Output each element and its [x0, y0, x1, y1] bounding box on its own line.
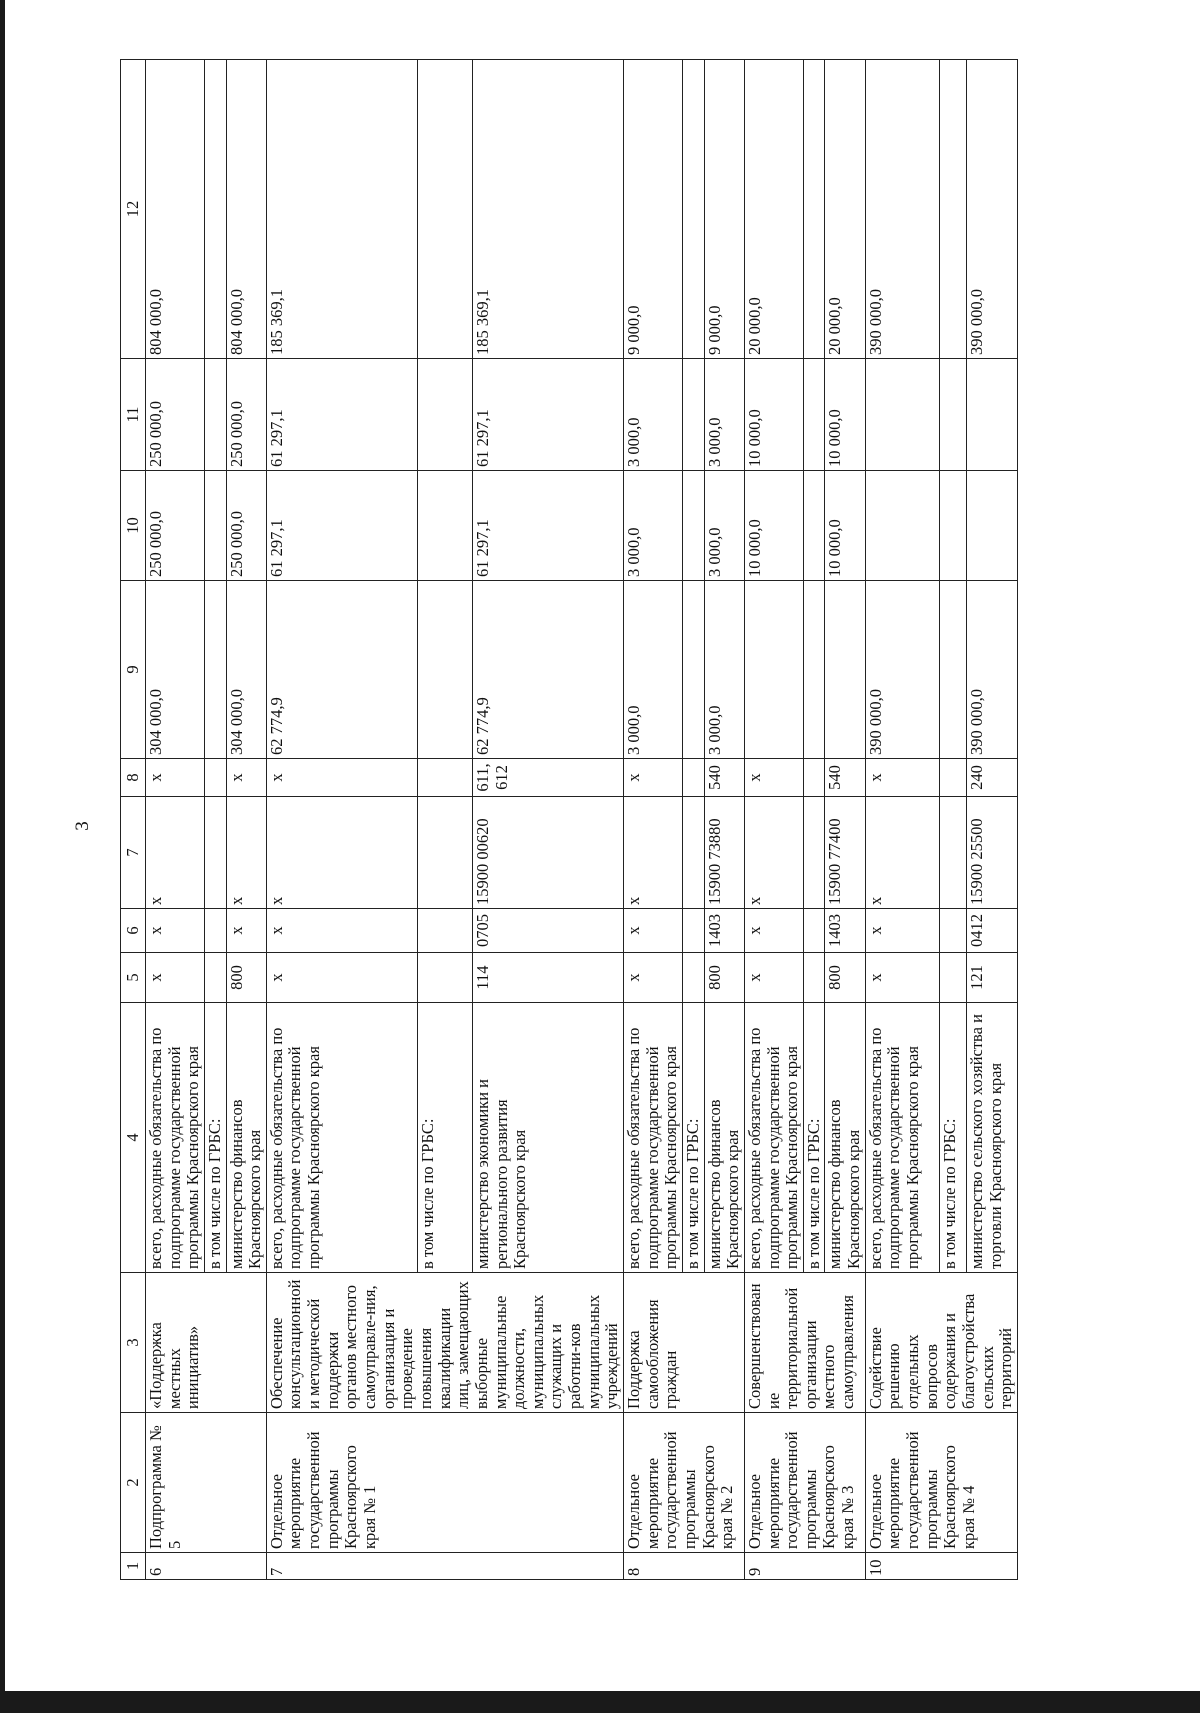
- value-cell-c12: 185 369,1: [266, 60, 417, 359]
- column-number: 11: [121, 359, 146, 471]
- value-cell-c5: [417, 953, 472, 1003]
- value-cell-c7: x: [865, 797, 939, 909]
- value-cell-c5: 800: [825, 953, 865, 1003]
- value-cell-c9: [682, 581, 704, 759]
- value-cell-c5: x: [146, 953, 205, 1003]
- value-cell-c11: 250 000,0: [226, 359, 266, 471]
- grbs-cell: всего, расходные обязательства по подпрограмме государственной программы Красноярского края: [624, 1003, 683, 1273]
- value-cell-c5: [204, 953, 226, 1003]
- value-cell-c10: 10 000,0: [825, 471, 865, 581]
- table-row: [146, 60, 205, 1580]
- column-number: 1: [121, 1553, 146, 1580]
- value-cell-c11: [939, 359, 966, 471]
- value-cell-c12: 804 000,0: [146, 60, 205, 359]
- value-cell-c5: x: [865, 953, 939, 1003]
- value-cell-c8: 540: [825, 759, 865, 797]
- budget-table: [120, 59, 1018, 1580]
- program-name: Поддержка самообложения граждан: [624, 1273, 745, 1413]
- column-number: 10: [121, 471, 146, 581]
- value-cell-c8: 240: [967, 759, 1018, 797]
- row-number: 8: [624, 1553, 745, 1580]
- value-cell-c8: x: [226, 759, 266, 797]
- value-cell-c11: [967, 359, 1018, 471]
- value-cell-c5: x: [266, 953, 417, 1003]
- value-cell-c5: [803, 953, 825, 1003]
- value-cell-c11: 10 000,0: [825, 359, 865, 471]
- value-cell-c8: [939, 759, 966, 797]
- value-cell-c11: [204, 359, 226, 471]
- value-cell-c8: x: [744, 759, 803, 797]
- column-number: 12: [121, 60, 146, 359]
- value-cell-c9: [803, 581, 825, 759]
- column-number: 2: [121, 1413, 146, 1553]
- value-cell-c12: 9 000,0: [704, 60, 744, 359]
- value-cell-c12: 804 000,0: [226, 60, 266, 359]
- value-cell-c6: [803, 909, 825, 953]
- grbs-cell: министерство экономики и регионального развития Красноярского края: [473, 1003, 624, 1273]
- table-row: [266, 60, 417, 1580]
- value-cell-c7: 15900 73880: [704, 797, 744, 909]
- value-cell-c7: 15900 00620: [473, 797, 624, 909]
- value-cell-c11: 61 297,1: [473, 359, 624, 471]
- value-cell-c12: 185 369,1: [473, 60, 624, 359]
- value-cell-c7: [803, 797, 825, 909]
- value-cell-c8: 611, 612: [473, 759, 624, 797]
- program-status: Отдельное мероприятие государственной программы Красноярского края № 4: [865, 1413, 1017, 1553]
- grbs-cell: в том числе по ГРБС:: [803, 1003, 825, 1273]
- value-cell-c5: [939, 953, 966, 1003]
- grbs-cell: всего, расходные обязательства по подпрограмме государственной программы Красноярского края: [865, 1003, 939, 1273]
- value-cell-c6: 0705: [473, 909, 624, 953]
- value-cell-c12: [204, 60, 226, 359]
- value-cell-c7: x: [226, 797, 266, 909]
- value-cell-c10: [417, 471, 472, 581]
- value-cell-c9: [417, 581, 472, 759]
- grbs-cell: министерство финансов Красноярского края: [226, 1003, 266, 1273]
- grbs-cell: в том числе по ГРБС:: [682, 1003, 704, 1273]
- value-cell-c8: [204, 759, 226, 797]
- value-cell-c6: [682, 909, 704, 953]
- value-cell-c11: [682, 359, 704, 471]
- column-number: 4: [121, 1003, 146, 1273]
- value-cell-c6: [204, 909, 226, 953]
- value-cell-c9: 3 000,0: [704, 581, 744, 759]
- value-cell-c8: x: [266, 759, 417, 797]
- column-number: 6: [121, 909, 146, 953]
- value-cell-c7: [939, 797, 966, 909]
- value-cell-c7: [682, 797, 704, 909]
- value-cell-c6: x: [146, 909, 205, 953]
- value-cell-c10: 3 000,0: [704, 471, 744, 581]
- value-cell-c10: 61 297,1: [266, 471, 417, 581]
- value-cell-c12: [682, 60, 704, 359]
- value-cell-c5: [682, 953, 704, 1003]
- grbs-cell: в том числе по ГРБС:: [939, 1003, 966, 1273]
- value-cell-c9: 304 000,0: [226, 581, 266, 759]
- value-cell-c7: x: [624, 797, 683, 909]
- program-name: «Поддержка местных инициатив»: [146, 1273, 267, 1413]
- value-cell-c10: 250 000,0: [226, 471, 266, 581]
- value-cell-c10: [803, 471, 825, 581]
- value-cell-c6: x: [624, 909, 683, 953]
- value-cell-c9: 304 000,0: [146, 581, 205, 759]
- value-cell-c6: x: [226, 909, 266, 953]
- grbs-cell: всего, расходные обязательства по подпрограмме государственной программы Красноярского края: [744, 1003, 803, 1273]
- value-cell-c9: [744, 581, 803, 759]
- scan-edge-left: [0, 0, 5, 1713]
- value-cell-c11: 10 000,0: [744, 359, 803, 471]
- header-row: [121, 60, 146, 1580]
- column-number: 7: [121, 797, 146, 909]
- value-cell-c8: x: [865, 759, 939, 797]
- value-cell-c12: [803, 60, 825, 359]
- grbs-cell: министерство финансов Красноярского края: [704, 1003, 744, 1273]
- value-cell-c11: 250 000,0: [146, 359, 205, 471]
- value-cell-c9: 390 000,0: [865, 581, 939, 759]
- value-cell-c7: 15900 25500: [967, 797, 1018, 909]
- value-cell-c12: 20 000,0: [744, 60, 803, 359]
- value-cell-c5: 114: [473, 953, 624, 1003]
- rotated-page-content: [120, 60, 1060, 1580]
- value-cell-c11: [417, 359, 472, 471]
- value-cell-c8: [803, 759, 825, 797]
- row-number: 9: [744, 1553, 865, 1580]
- table-row: [624, 60, 683, 1580]
- value-cell-c11: [803, 359, 825, 471]
- value-cell-c11: [865, 359, 939, 471]
- value-cell-c7: x: [146, 797, 205, 909]
- page-number: 3: [71, 821, 93, 831]
- program-name: Совершенствование территориальной организации местного самоуправления: [744, 1273, 865, 1413]
- value-cell-c11: 3 000,0: [624, 359, 683, 471]
- value-cell-c9: 3 000,0: [624, 581, 683, 759]
- value-cell-c7: [417, 797, 472, 909]
- value-cell-c5: x: [624, 953, 683, 1003]
- value-cell-c11: 61 297,1: [266, 359, 417, 471]
- value-cell-c9: 62 774,9: [266, 581, 417, 759]
- value-cell-c8: 540: [704, 759, 744, 797]
- value-cell-c10: 61 297,1: [473, 471, 624, 581]
- value-cell-c10: [204, 471, 226, 581]
- value-cell-c8: [682, 759, 704, 797]
- value-cell-c10: [967, 471, 1018, 581]
- value-cell-c6: x: [266, 909, 417, 953]
- grbs-cell: всего, расходные обязательства по подпрограмме государственной программы Красноярского края: [146, 1003, 205, 1273]
- value-cell-c9: [825, 581, 865, 759]
- program-status: Отдельное мероприятие государственной программы Красноярского края № 3: [744, 1413, 865, 1553]
- value-cell-c8: x: [624, 759, 683, 797]
- grbs-cell: министерство сельского хозяйства и торговли Красноярского края: [967, 1003, 1018, 1273]
- value-cell-c12: 390 000,0: [865, 60, 939, 359]
- grbs-cell: в том числе по ГРБС:: [204, 1003, 226, 1273]
- row-number: 7: [266, 1553, 623, 1580]
- column-number: 9: [121, 581, 146, 759]
- value-cell-c10: 3 000,0: [624, 471, 683, 581]
- value-cell-c7: x: [266, 797, 417, 909]
- value-cell-c5: x: [744, 953, 803, 1003]
- program-status: Отдельное мероприятие государственной программы Красноярского края № 1: [266, 1413, 623, 1553]
- row-number: 10: [865, 1553, 1017, 1580]
- value-cell-c6: 1403: [825, 909, 865, 953]
- row-number: 6: [146, 1553, 267, 1580]
- value-cell-c10: 250 000,0: [146, 471, 205, 581]
- value-cell-c9: 62 774,9: [473, 581, 624, 759]
- value-cell-c6: 1403: [704, 909, 744, 953]
- grbs-cell: министерство финансов Красноярского края: [825, 1003, 865, 1273]
- value-cell-c12: 390 000,0: [967, 60, 1018, 359]
- value-cell-c10: 10 000,0: [744, 471, 803, 581]
- table-row: [865, 60, 939, 1580]
- value-cell-c6: [939, 909, 966, 953]
- value-cell-c9: 390 000,0: [967, 581, 1018, 759]
- grbs-cell: в том числе по ГРБС:: [417, 1003, 472, 1273]
- grbs-cell: всего, расходные обязательства по подпрограмме государственной программы Красноярского края: [266, 1003, 417, 1273]
- value-cell-c10: [939, 471, 966, 581]
- column-number: 5: [121, 953, 146, 1003]
- value-cell-c7: [204, 797, 226, 909]
- value-cell-c8: [417, 759, 472, 797]
- value-cell-c5: 800: [704, 953, 744, 1003]
- value-cell-c10: [865, 471, 939, 581]
- value-cell-c12: [417, 60, 472, 359]
- value-cell-c12: 9 000,0: [624, 60, 683, 359]
- value-cell-c11: 3 000,0: [704, 359, 744, 471]
- value-cell-c10: [682, 471, 704, 581]
- program-status: Отдельное мероприятие государственной программы Красноярского края № 2: [624, 1413, 745, 1553]
- value-cell-c7: x: [744, 797, 803, 909]
- value-cell-c5: 800: [226, 953, 266, 1003]
- value-cell-c6: x: [865, 909, 939, 953]
- program-name: Содействие решению отдельных вопросов содержания и благоустройства сельских территорий: [865, 1273, 1017, 1413]
- value-cell-c9: [204, 581, 226, 759]
- value-cell-c12: [939, 60, 966, 359]
- column-number: 3: [121, 1273, 146, 1413]
- table-row: [744, 60, 803, 1580]
- value-cell-c7: 15900 77400: [825, 797, 865, 909]
- value-cell-c12: 20 000,0: [825, 60, 865, 359]
- value-cell-c6: x: [744, 909, 803, 953]
- value-cell-c6: [417, 909, 472, 953]
- value-cell-c8: x: [146, 759, 205, 797]
- value-cell-c9: [939, 581, 966, 759]
- scan-edge-bottom: [0, 1691, 1200, 1713]
- value-cell-c6: 0412: [967, 909, 1018, 953]
- value-cell-c5: 121: [967, 953, 1018, 1003]
- program-name: Обеспечение консультационной и методической поддержки органов местного самоуправле-ния, организация и проведение повышения квалификации лиц, замещающих выборные муниципальные должности, муниципальных служащих и работни-ков муниципальных учреждений: [266, 1273, 623, 1413]
- program-status: Подпрограмма № 5: [146, 1413, 267, 1553]
- column-number: 8: [121, 759, 146, 797]
